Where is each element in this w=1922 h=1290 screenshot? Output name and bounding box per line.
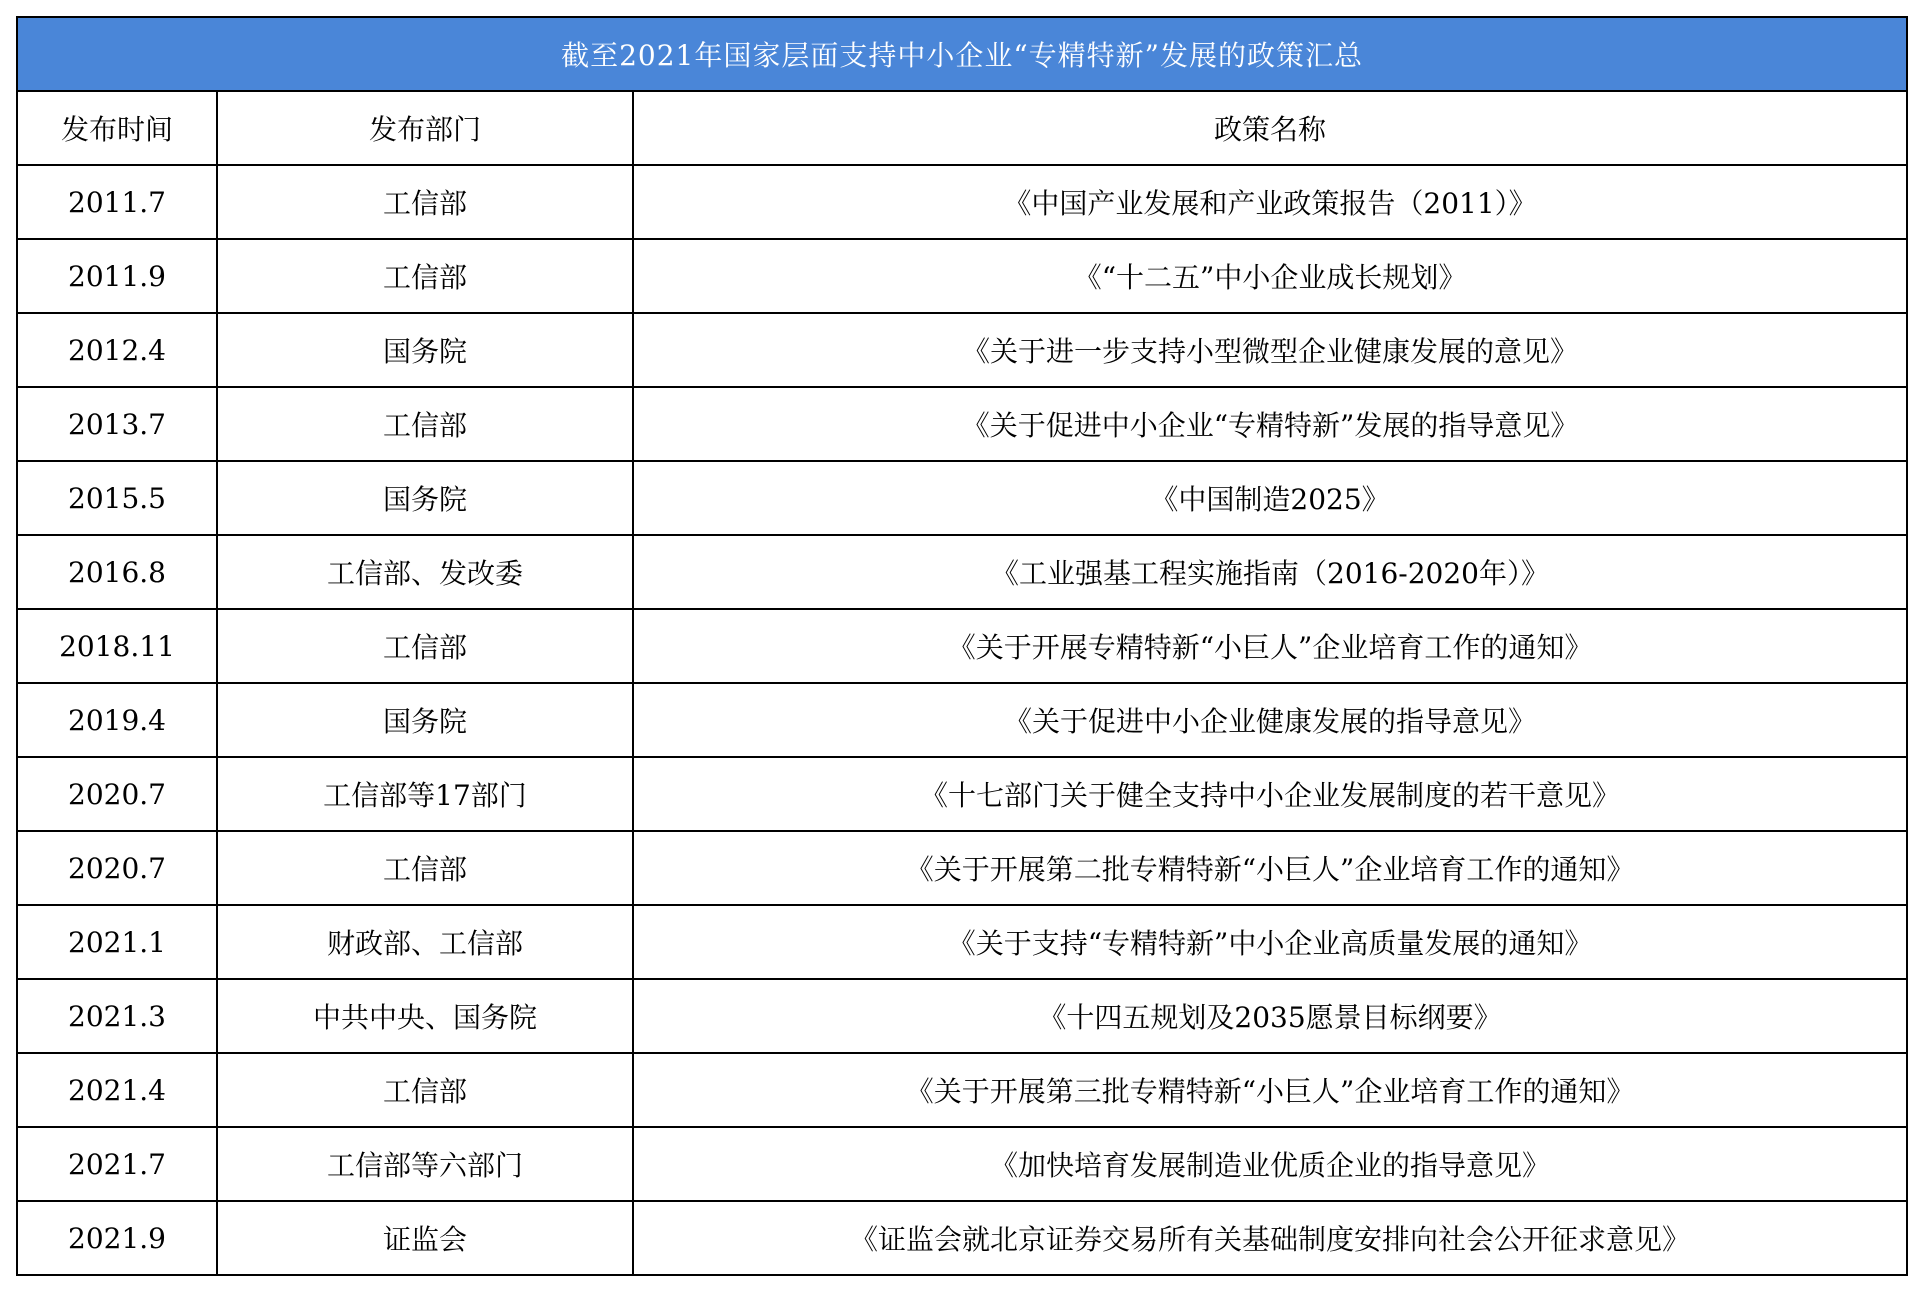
cell-date: 2019.4 bbox=[17, 683, 217, 757]
cell-policy-name: 《“十二五”中小企业成长规划》 bbox=[633, 239, 1907, 313]
header-policy-name: 政策名称 bbox=[633, 91, 1907, 165]
cell-date: 2020.7 bbox=[17, 757, 217, 831]
cell-policy-name: 《证监会就北京证券交易所有关基础制度安排向社会公开征求意见》 bbox=[633, 1201, 1907, 1275]
cell-policy-name: 《关于促进中小企业“专精特新”发展的指导意见》 bbox=[633, 387, 1907, 461]
table-row bbox=[17, 387, 1907, 461]
cell-policy-name: 《工业强基工程实施指南（2016-2020年）》 bbox=[633, 535, 1907, 609]
cell-policy-name: 《关于促进中小企业健康发展的指导意见》 bbox=[633, 683, 1907, 757]
table-row bbox=[17, 831, 1907, 905]
cell-date: 2021.4 bbox=[17, 1053, 217, 1127]
cell-date: 2011.9 bbox=[17, 239, 217, 313]
cell-date: 2013.7 bbox=[17, 387, 217, 461]
table-row bbox=[17, 757, 1907, 831]
cell-department: 工信部 bbox=[217, 609, 633, 683]
table-row bbox=[17, 905, 1907, 979]
cell-policy-name: 《关于支持“专精特新”中小企业高质量发展的通知》 bbox=[633, 905, 1907, 979]
cell-date: 2018.11 bbox=[17, 609, 217, 683]
cell-department: 工信部 bbox=[217, 387, 633, 461]
cell-department: 国务院 bbox=[217, 683, 633, 757]
cell-date: 2021.3 bbox=[17, 979, 217, 1053]
header-row bbox=[17, 91, 1907, 165]
cell-department: 证监会 bbox=[217, 1201, 633, 1275]
cell-date: 2016.8 bbox=[17, 535, 217, 609]
cell-date: 2012.4 bbox=[17, 313, 217, 387]
cell-date: 2020.7 bbox=[17, 831, 217, 905]
cell-policy-name: 《关于进一步支持小型微型企业健康发展的意见》 bbox=[633, 313, 1907, 387]
header-date: 发布时间 bbox=[17, 91, 217, 165]
cell-department: 工信部 bbox=[217, 1053, 633, 1127]
table-body bbox=[17, 165, 1907, 1275]
cell-department: 国务院 bbox=[217, 313, 633, 387]
cell-policy-name: 《十四五规划及2035愿景目标纲要》 bbox=[633, 979, 1907, 1053]
policy-table bbox=[16, 16, 1908, 1276]
cell-department: 财政部、工信部 bbox=[217, 905, 633, 979]
cell-policy-name: 《加快培育发展制造业优质企业的指导意见》 bbox=[633, 1127, 1907, 1201]
cell-date: 2021.7 bbox=[17, 1127, 217, 1201]
cell-date: 2015.5 bbox=[17, 461, 217, 535]
table-row bbox=[17, 1053, 1907, 1127]
cell-department: 工信部等17部门 bbox=[217, 757, 633, 831]
table-row bbox=[17, 165, 1907, 239]
table-row bbox=[17, 239, 1907, 313]
table-row bbox=[17, 979, 1907, 1053]
cell-policy-name: 《关于开展第二批专精特新“小巨人”企业培育工作的通知》 bbox=[633, 831, 1907, 905]
cell-date: 2021.1 bbox=[17, 905, 217, 979]
header-department: 发布部门 bbox=[217, 91, 633, 165]
cell-policy-name: 《关于开展第三批专精特新“小巨人”企业培育工作的通知》 bbox=[633, 1053, 1907, 1127]
table-title: 截至2021年国家层面支持中小企业“专精特新”发展的政策汇总 bbox=[17, 17, 1907, 91]
table-row bbox=[17, 313, 1907, 387]
table-row bbox=[17, 609, 1907, 683]
table-row bbox=[17, 1127, 1907, 1201]
title-row bbox=[17, 17, 1907, 91]
cell-department: 工信部 bbox=[217, 239, 633, 313]
cell-department: 工信部等六部门 bbox=[217, 1127, 633, 1201]
cell-department: 工信部 bbox=[217, 165, 633, 239]
cell-policy-name: 《十七部门关于健全支持中小企业发展制度的若干意见》 bbox=[633, 757, 1907, 831]
cell-date: 2021.9 bbox=[17, 1201, 217, 1275]
cell-department: 工信部、发改委 bbox=[217, 535, 633, 609]
table-row bbox=[17, 461, 1907, 535]
cell-policy-name: 《中国产业发展和产业政策报告（2011）》 bbox=[633, 165, 1907, 239]
cell-department: 中共中央、国务院 bbox=[217, 979, 633, 1053]
cell-department: 工信部 bbox=[217, 831, 633, 905]
cell-policy-name: 《关于开展专精特新“小巨人”企业培育工作的通知》 bbox=[633, 609, 1907, 683]
cell-policy-name: 《中国制造2025》 bbox=[633, 461, 1907, 535]
cell-department: 国务院 bbox=[217, 461, 633, 535]
table-row bbox=[17, 535, 1907, 609]
cell-date: 2011.7 bbox=[17, 165, 217, 239]
table-row bbox=[17, 683, 1907, 757]
table-row bbox=[17, 1201, 1907, 1275]
